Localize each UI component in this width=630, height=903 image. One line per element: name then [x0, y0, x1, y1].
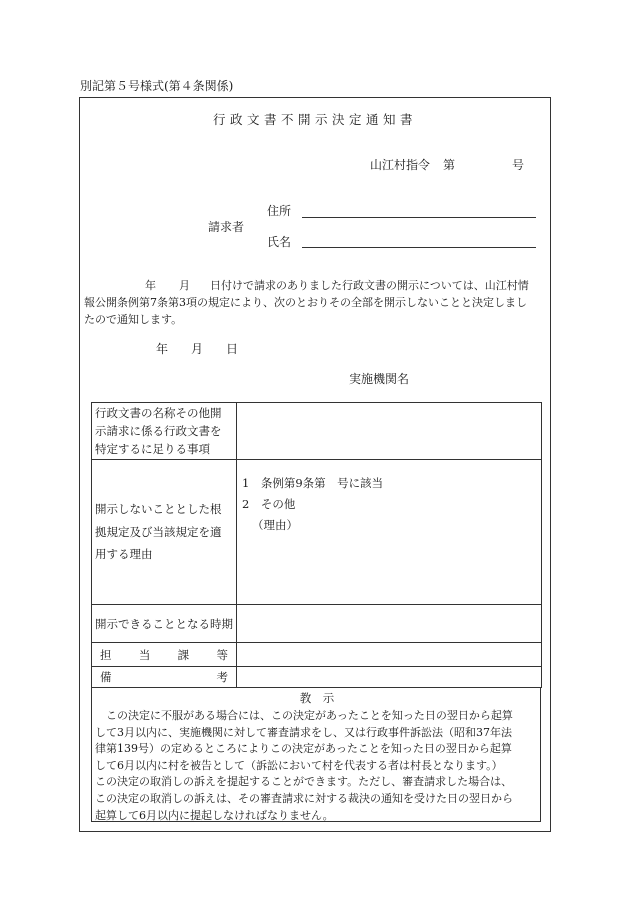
label-char: 当 [138, 647, 151, 662]
reason-item-2: 2 その他 [242, 497, 296, 511]
label-char: 課 [177, 647, 190, 662]
agency-name-label: 実施機関名 [349, 372, 410, 386]
label-line: 開示しないこととした根 [95, 502, 222, 517]
instruction-line: 律第139号）の定めるところによりこの決定があったことを知った日の翌日から起算 [95, 742, 512, 756]
name-label: 氏名 [267, 235, 292, 249]
label-char: 等 [216, 647, 228, 662]
notice-line1: 日付けで請求のありました行政文書の開示については、山江村情 [210, 279, 529, 292]
reason-item-note: （理由） [252, 518, 298, 532]
decision-table [91, 402, 542, 688]
form-number-label: 別記第５号様式(第４条関係) [80, 79, 234, 93]
instruction-title: 教 示 [299, 691, 335, 705]
doc-number-issuer: 山江村指令 [370, 158, 431, 172]
disclosure-timing-field[interactable] [237, 605, 542, 643]
date-month: 月 [191, 342, 204, 356]
requester-label: 請求者 [208, 220, 245, 234]
instruction-line: して3月以内に、実施機関に対して審査請求をし、又は行政事件訴訟法（昭和37年法 [95, 725, 512, 739]
doc-number-suffix: 号 [512, 158, 525, 172]
notice-month: 月 [179, 279, 190, 292]
table-row [92, 403, 542, 460]
address-label: 住所 [267, 204, 292, 218]
label-line: 特定するに足りる事項 [95, 442, 210, 456]
document-name-label [92, 403, 237, 460]
remarks-field[interactable] [237, 667, 542, 688]
label-line: 用する理由 [95, 547, 153, 562]
document-name-field[interactable] [237, 403, 542, 460]
instruction-line: この決定の取消しの訴えは、その審査請求に対する裁決の通知を受けた日の翌日から [95, 791, 513, 805]
instruction-line: 起算して6月以内に提起しなければなりません。 [95, 808, 334, 822]
label-line: 拠規定及び当該規定を適 [95, 524, 222, 539]
date-day: 日 [226, 342, 239, 356]
doc-number-prefix: 第 [443, 158, 456, 172]
address-field[interactable] [302, 217, 536, 218]
table-row [92, 605, 542, 643]
label-line: 行政文書の名称その他開 [95, 406, 222, 420]
disclosure-timing-label: 開示できることとなる時期 [92, 605, 237, 643]
table-row [92, 667, 542, 688]
instruction-text [95, 708, 513, 824]
notice-line2: 報公開条例第7条第3項の規定により、次のとおりその全部を開示しないことと決定しまし [84, 296, 527, 309]
document-title: 行政文書不開示決定通知書 [212, 112, 417, 127]
notice-line3: たので通知します。 [84, 313, 183, 326]
label-char: 備 [100, 670, 112, 684]
instruction-line: この決定に不服がある場合には、この決定があったことを知った日の翌日から起算 [95, 709, 513, 722]
reason-item-1: 1 条例第9条第 号に該当 [242, 476, 384, 490]
remarks-label [92, 667, 237, 688]
label-char: 担 [100, 647, 112, 662]
instruction-line: この決定の取消しの訴えを提起することができます。ただし、審査請求した場合は、 [95, 775, 513, 789]
notice-year: 年 [145, 279, 156, 292]
department-label [92, 643, 237, 667]
label-line: 示請求に係る行政文書を [95, 424, 222, 438]
name-field[interactable] [302, 247, 536, 248]
instruction-line: して6月以内に村を被告として（訴訟において村を代表する者は村長となります。） [95, 758, 503, 772]
table-row [92, 460, 542, 605]
table-row [92, 643, 542, 667]
date-year: 年 [156, 342, 169, 356]
label-char: 考 [216, 670, 228, 684]
non-disclosure-reason-field[interactable] [237, 460, 542, 605]
non-disclosure-reason-label [92, 460, 237, 605]
department-field[interactable] [237, 643, 542, 667]
